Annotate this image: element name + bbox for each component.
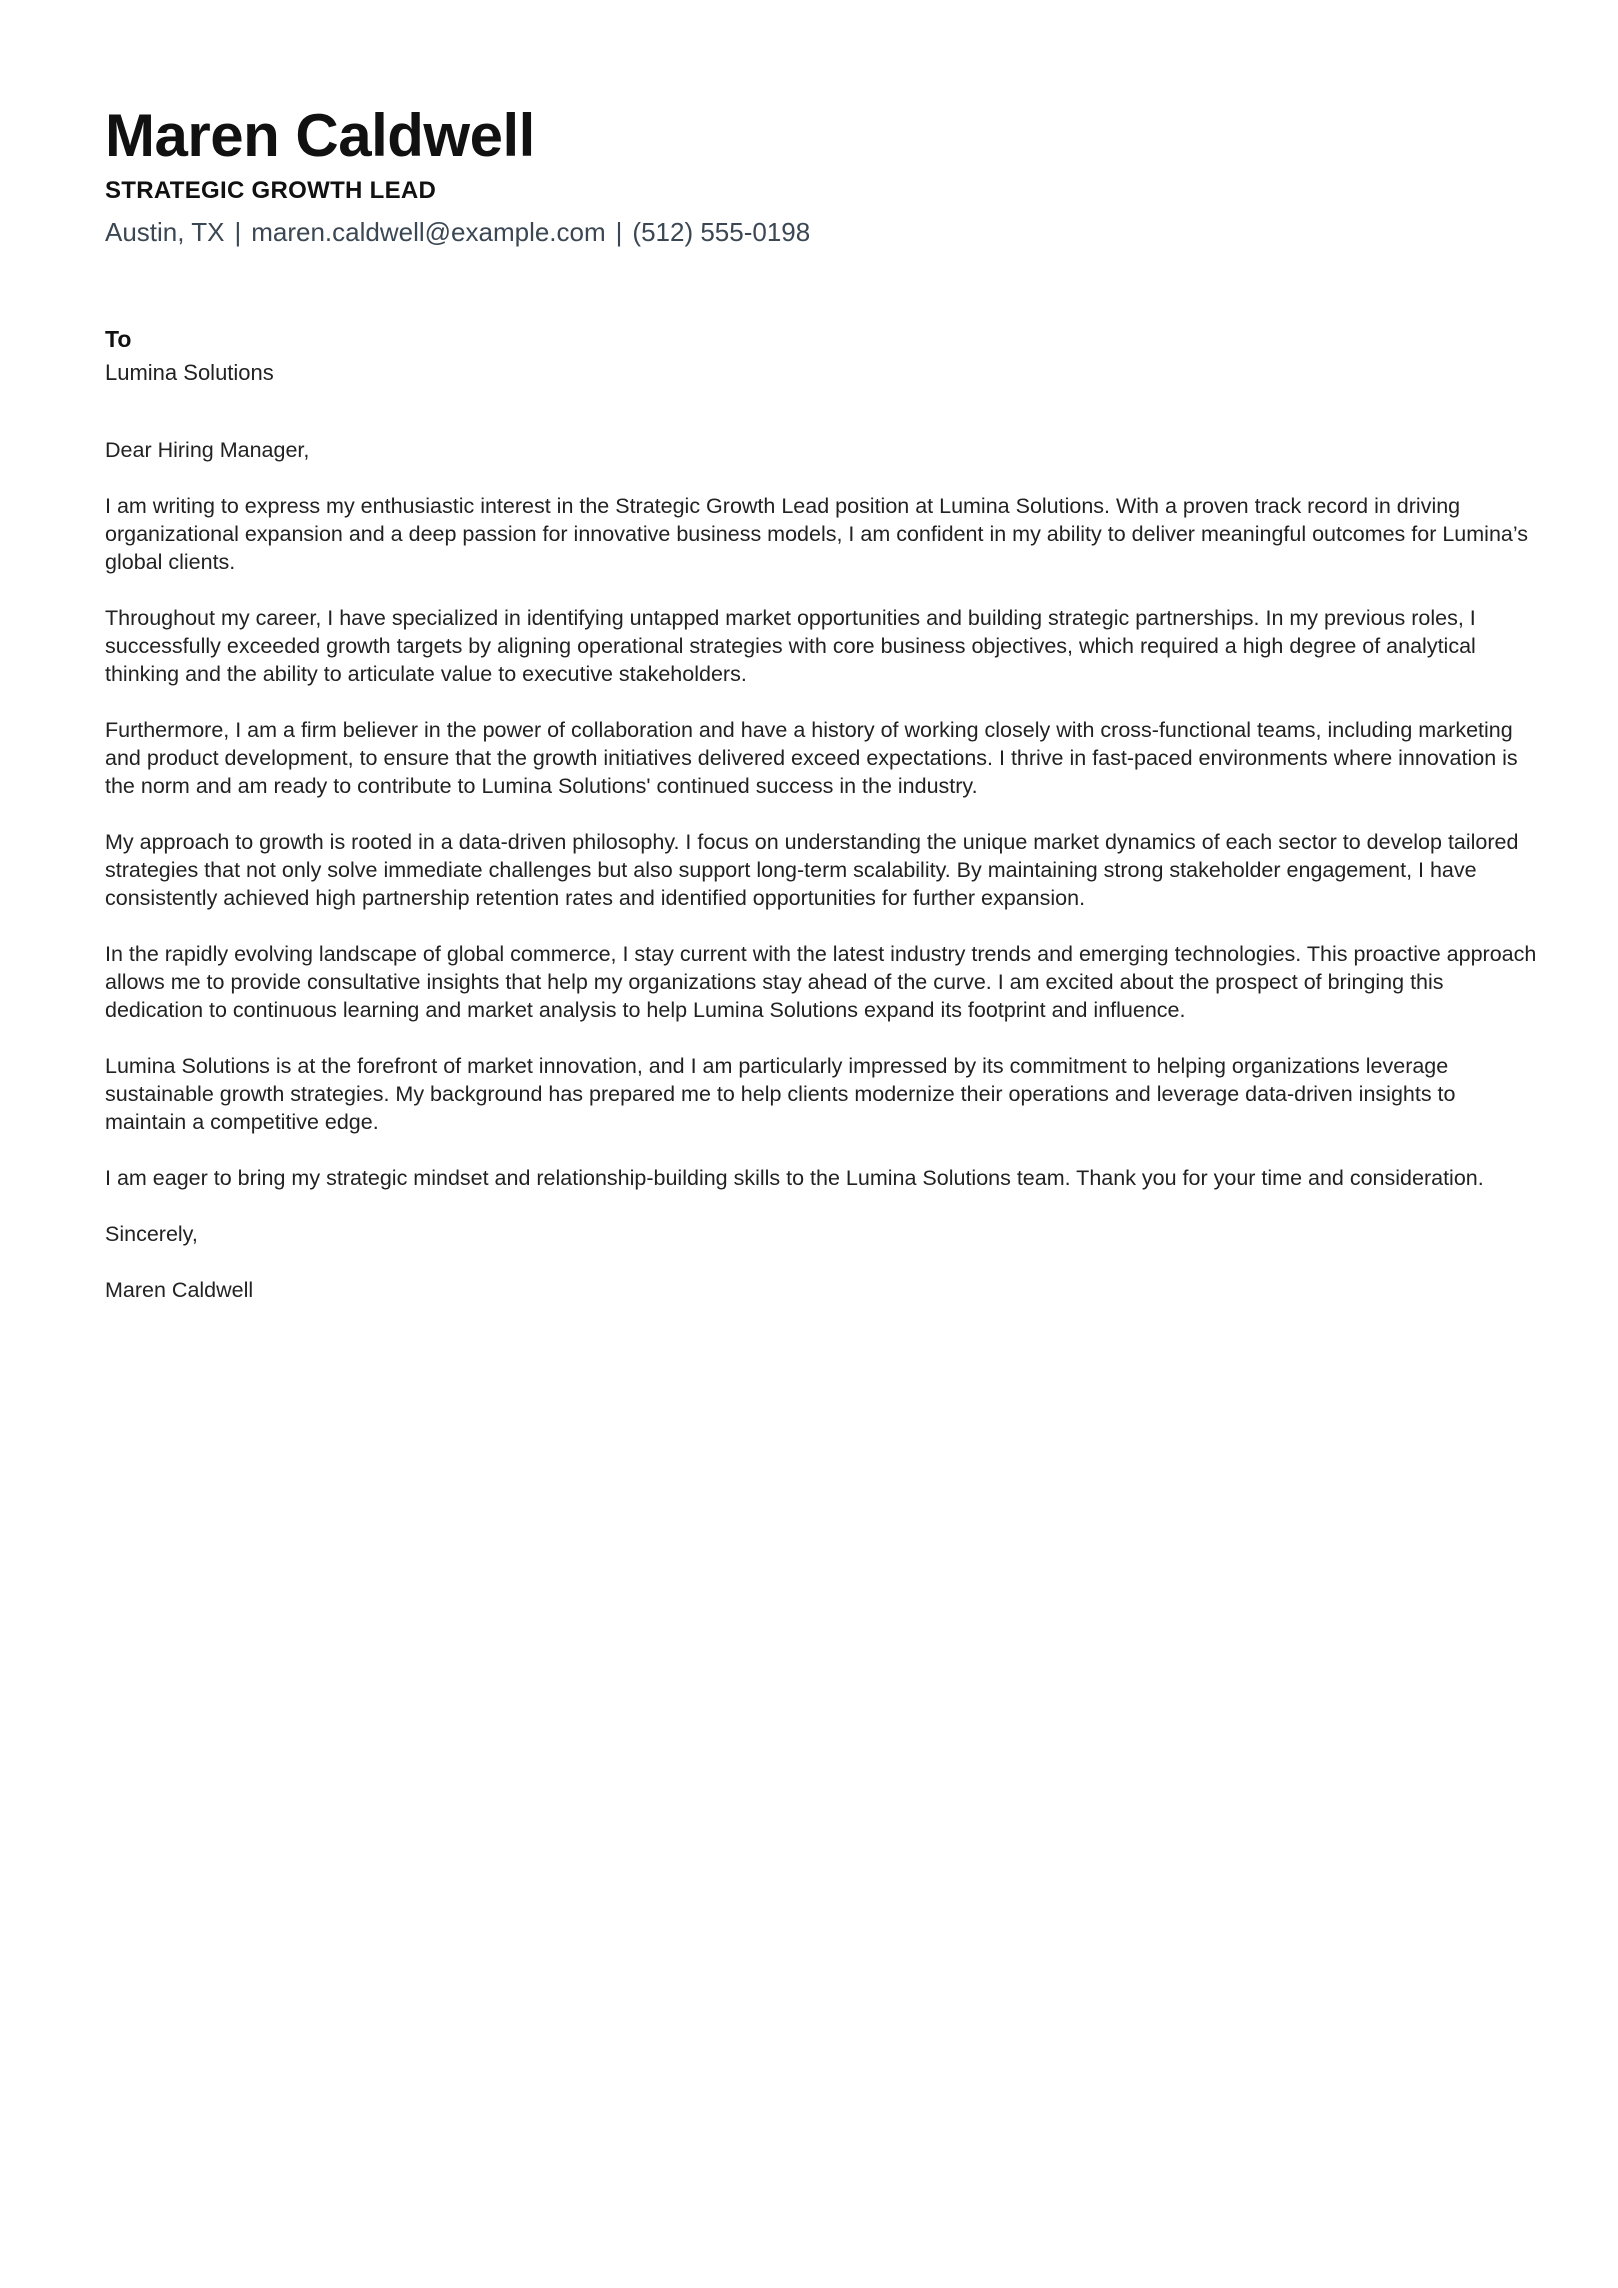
contact-separator: |: [615, 217, 623, 247]
contact-email: maren.caldwell@example.com: [251, 217, 606, 247]
closing: Sincerely,: [105, 1222, 198, 1246]
recipient-block: [105, 324, 1538, 388]
letter-header: [105, 102, 1538, 248]
letter-paragraph: My approach to growth is rooted in a data-driven philosophy. I focus on understanding the unique market dynamics of each sector to develop tailored strategies that not only solve immediate challenges but also support long-term scalability. By maintaining strong stakeholder engagement, I have consistently achieved high partnership retention rates and identified opportunities for further expansion.: [105, 830, 1519, 910]
recipient-label: To: [105, 326, 132, 352]
signature-name: Maren Caldwell: [105, 1278, 254, 1302]
contact-line: [105, 216, 1538, 248]
letter-paragraph: In the rapidly evolving landscape of global commerce, I stay current with the latest industry trends and emerging technologies. This proactive approach allows me to provide consultative insights that help my organizations stay ahead of the curve. I am excited about the prospect of bringing this dedication to continuous learning and market analysis to help Lumina Solutions expand its footprint and influence.: [105, 942, 1537, 1022]
contact-separator: |: [234, 217, 242, 247]
contact-location: Austin, TX: [105, 217, 225, 247]
contact-phone: (512) 555-0198: [632, 217, 811, 247]
recipient-company: Lumina Solutions: [105, 360, 274, 385]
letter-paragraph: Furthermore, I am a firm believer in the power of collaboration and have a history of working closely with cross-functional teams, including marketing and product development, to ensure that the growth initiatives delivered exceed expectations. I thrive in fast-paced environments where innovation is the norm and am ready to contribute to Lumina Solutions' continued success in the industry.: [105, 718, 1518, 798]
letter-paragraph: Throughout my career, I have specialized in identifying untapped market opportunities and building strategic partnerships. In my previous roles, I successfully exceeded growth targets by aligning operational strategies with core business objectives, which required a high degree of analytical thinking and the ability to articulate value to executive stakeholders.: [105, 606, 1476, 686]
salutation: Dear Hiring Manager,: [105, 438, 310, 462]
letter-paragraph: I am eager to bring my strategic mindset and relationship-building skills to the Lumina Solutions team. Thank you for your time and consideration.: [105, 1166, 1484, 1190]
letter-paragraph: Lumina Solutions is at the forefront of market innovation, and I am particularly impressed by its commitment to helping organizations leverage sustainable growth strategies. My background has prepared me to help clients modernize their operations and leverage data-driven insights to maintain a competitive edge.: [105, 1054, 1456, 1134]
person-name: Maren Caldwell: [105, 102, 535, 169]
letter-paragraph: I am writing to express my enthusiastic interest in the Strategic Growth Lead position at Lumina Solutions. With a proven track record in driving organizational expansion and a deep passion for innovative business models, I am confident in my ability to deliver meaningful outcomes for Lumina’s global clients.: [105, 494, 1528, 574]
person-job-title: STRATEGIC GROWTH LEAD: [105, 177, 437, 204]
letter-body: [105, 436, 1538, 1304]
